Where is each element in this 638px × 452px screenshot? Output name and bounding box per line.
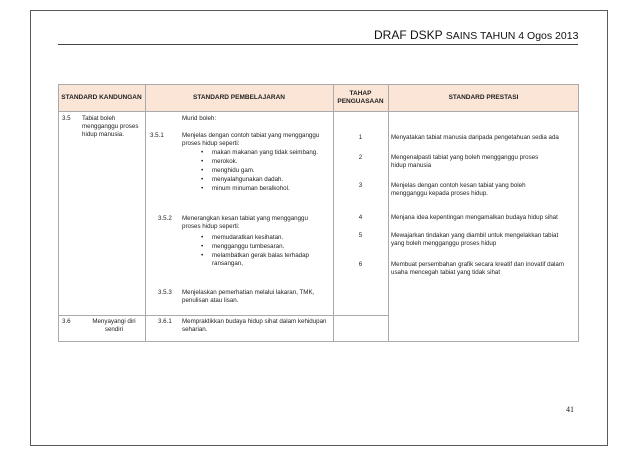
table-border-bottom [58,341,579,342]
bullet-item: • mengganggu tumbesaran. [212,243,284,251]
performance-level: 3 [358,182,363,189]
col-divider [145,84,146,342]
document-header [374,28,578,42]
performance-descriptor: Menyatakan tabiat manusia daripada pengetahuan sedia ada [391,134,559,141]
bullet-item: • memudaratkan kesihatan. [212,234,283,242]
performance-descriptor: Mengenalpasti tabiat yang boleh mengganggu proses hidup manusia [391,154,539,170]
performance-level: 1 [358,134,363,141]
table-border-left [58,84,59,342]
learning-standard-text: Menerangkan kesan tabiat yang mengganggu proses hidup seperti: [182,215,308,231]
learning-standard-code: 3.5.1 [150,132,164,139]
learning-standard-text: Mempraktikkan budaya hidup sihat dalam kehidupan seharian. [182,318,327,334]
header-title-rest: SAINS TAHUN 4 Ogos 2013 [445,30,579,42]
performance-level: 4 [358,214,363,221]
performance-descriptor: Menjana idea kepentingan mengamalkan budaya hidup sihat [391,214,558,221]
bullet-item: • merokok. [212,158,237,166]
performance-level: 6 [358,261,363,268]
standards-table [58,84,579,342]
col-standard-kandungan: STANDARD KANDUNGAN [61,93,142,101]
row-divider [58,315,388,316]
col-divider [333,84,334,342]
col-divider [388,84,389,342]
performance-level: 5 [358,232,363,239]
table-border-right [578,84,579,342]
performance-descriptor: Membuat persembahan grafik secara kreatif dan inovatif dalam usaha mencegah tabiat yang tidak sihat [391,261,564,277]
col-standard-prestasi: STANDARD PRESTASI [448,93,519,101]
learning-standard-code: 3.5.3 [158,289,172,296]
intro-text: Murid boleh: [182,115,217,122]
header-rule [58,44,578,45]
bullet-item: • makan makanan yang tidak seimbang. [212,149,332,157]
standard-kandungan-text: Tabiat boleh mengganggu proses hidup manusia. [82,115,139,139]
page-number: 41 [566,405,574,414]
bullet-item: • melambatkan gerak balas terhadap ransangan, [212,252,312,268]
bullet-item: • menghidu gam. [212,167,255,175]
bullet-item: • menyalahgunakan dadah. [212,176,283,184]
performance-descriptor: Mewajarkan tindakan yang diambil untuk mengelakkan tabiat yang boleh mengganggu proses hidup [391,232,559,248]
performance-descriptor: Menjelas dengan contoh kesan tabiat yang boleh mengganggu kepada proses hidup. [391,182,526,198]
performance-level: 2 [358,154,363,161]
col-standard-pembelajaran: STANDARD PEMBELAJARAN [193,93,285,101]
row-number: 3.6 [62,318,71,325]
learning-standard-code: 3.6.1 [158,318,172,325]
standard-kandungan-text: Menyayangi diri sendiri [92,318,136,334]
learning-standard-text: Menjelaskan pemerhatian melalui lakaran, TMK, penulisan atau lisan. [182,289,315,305]
learning-standard-code: 3.5.2 [158,215,172,222]
header-title-main: DRAF DSKP [374,28,443,42]
row-number: 3.5 [62,115,71,122]
bullet-item: • minum minuman beralkohol. [212,185,290,193]
col-tahap-penguasaan: TAHAP PENGUASAAN [337,89,384,105]
learning-standard-text: Menjelas dengan contoh tabiat yang mengganggu proses hidup seperti: [182,132,320,148]
